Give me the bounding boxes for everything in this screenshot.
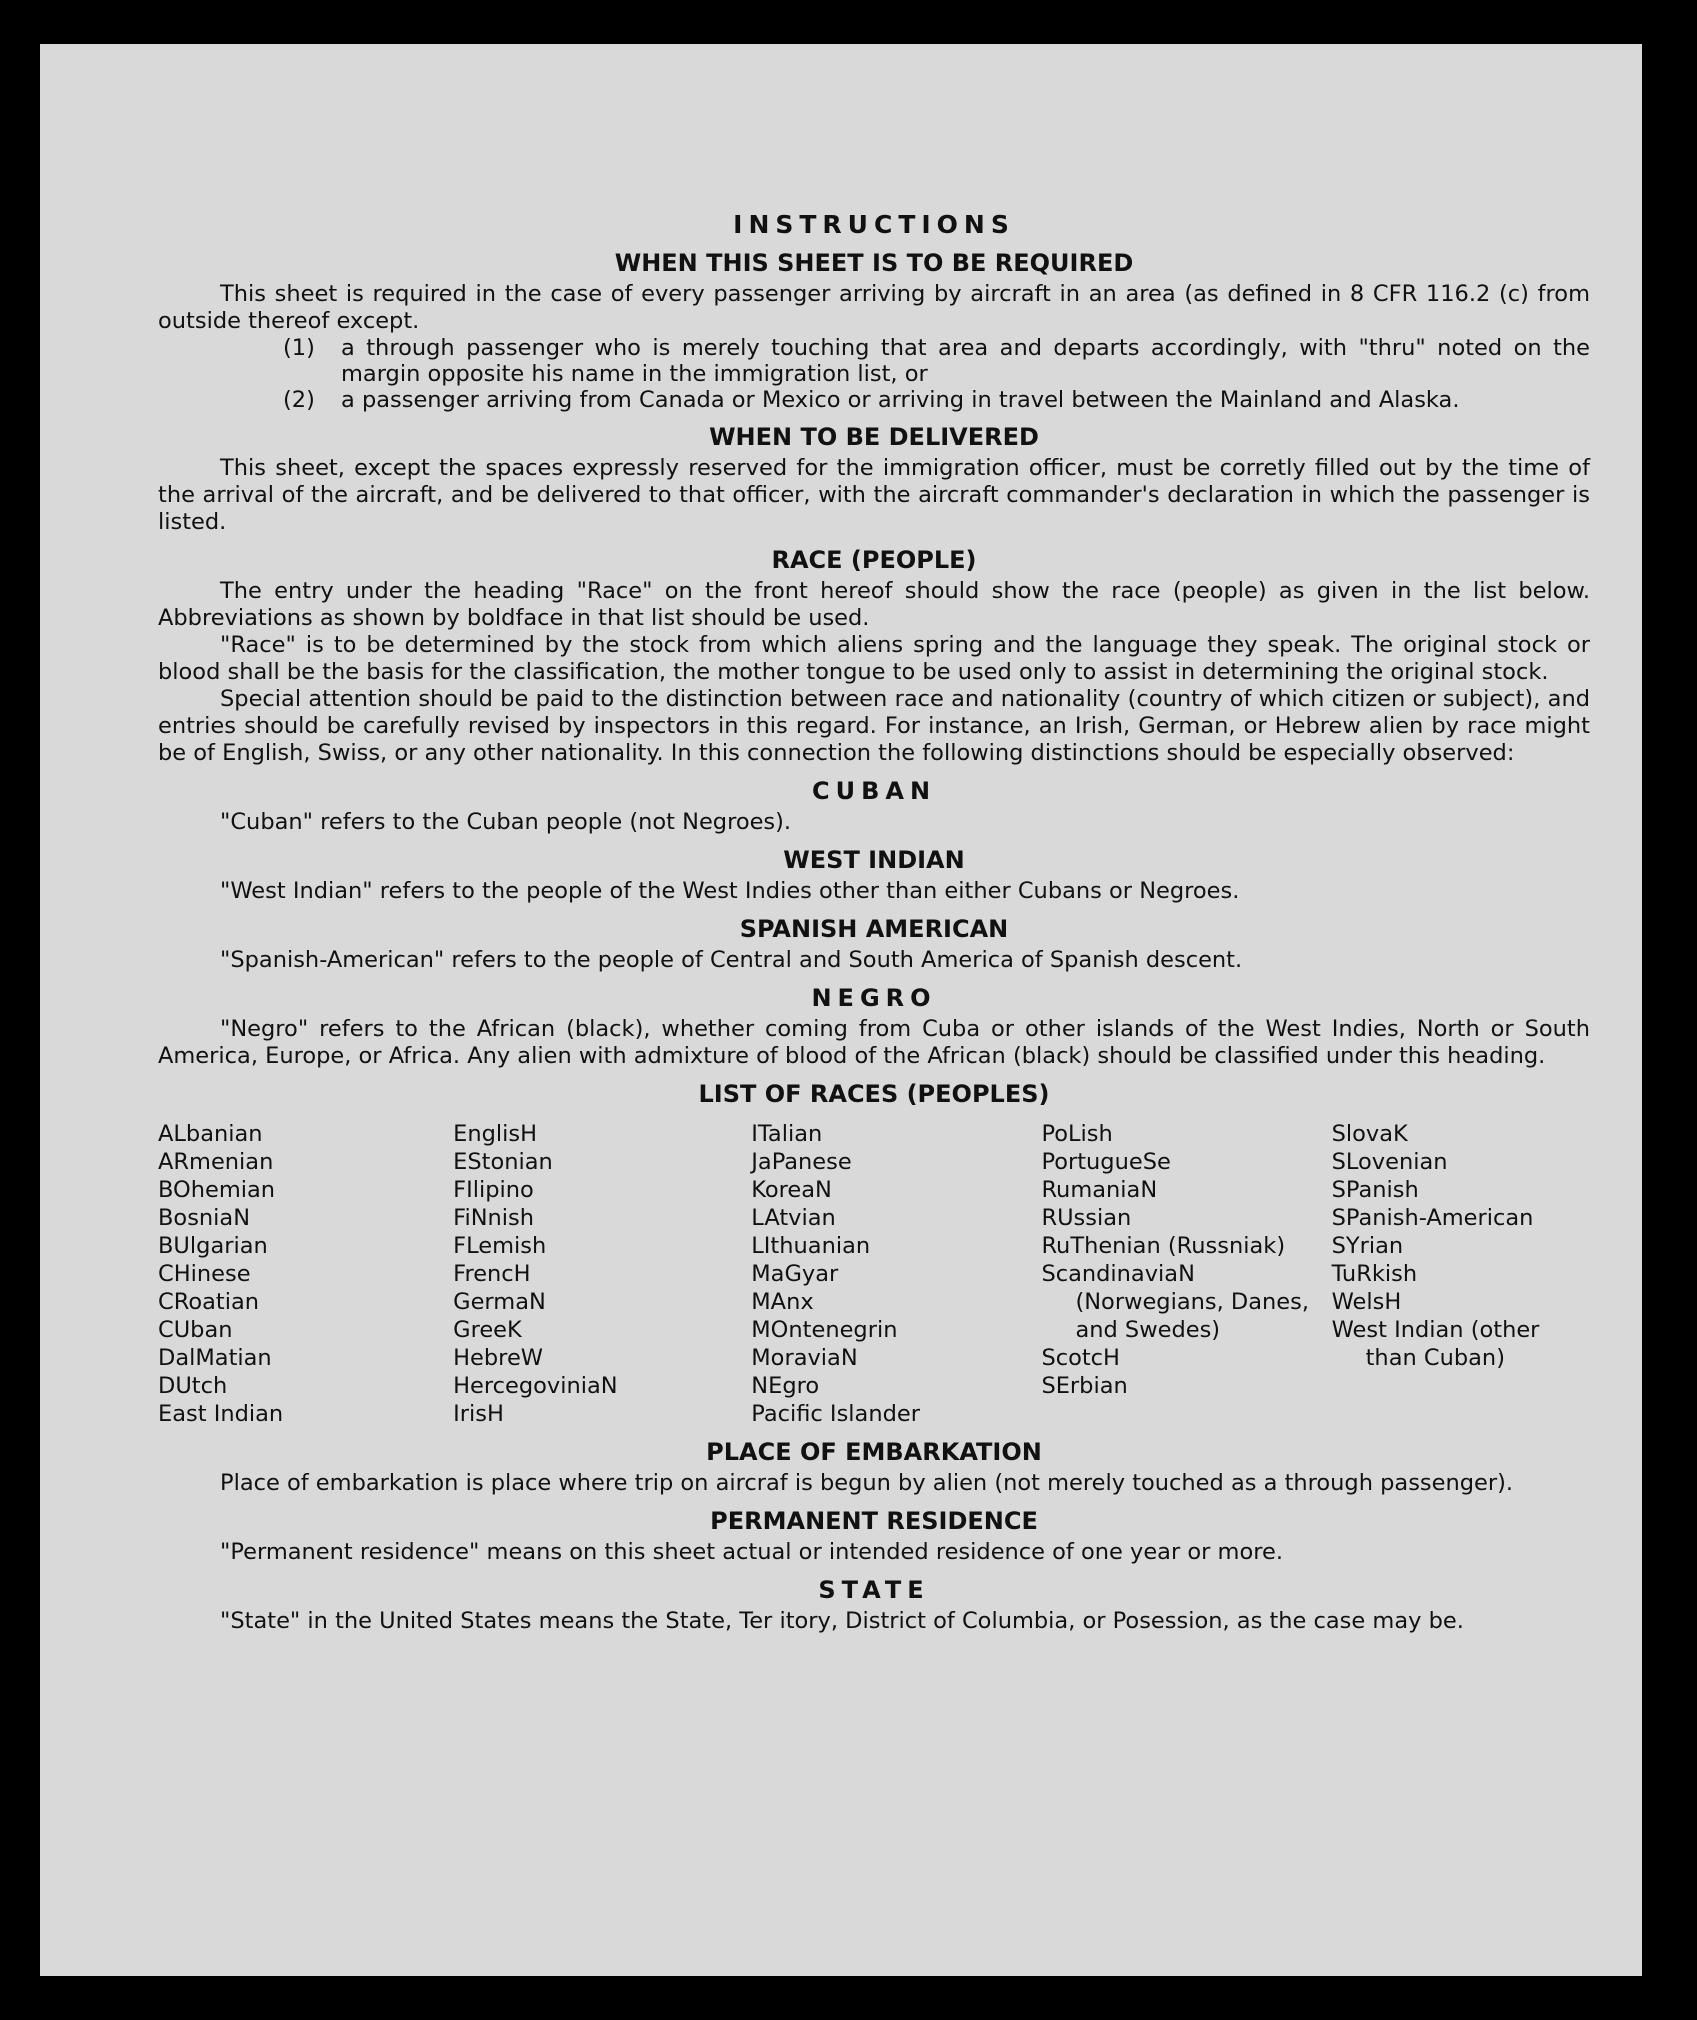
race-item: NEgro [751,1373,820,1399]
race-item: MoraviaN [751,1345,858,1371]
race-item: WelsH [1331,1289,1402,1315]
heading-state: STATE [818,1576,930,1604]
embarkation-text: Place of embarkation is place where trip on aircraf is begun by alien (not merely touched as a through passenger). [220,1470,1514,1496]
race-item: West Indian (other than Cuban) [1331,1317,1540,1371]
state-text: "State" in the United States means the State, Ter itory, District of Columbia, or Posession, as the case may be. [220,1608,1464,1634]
race-item: GermaN [453,1289,546,1315]
race-item: EnglisH [453,1121,538,1147]
negro-text: "Negro" refers to the African (black), whether coming from Cuba or other islands of the West Indies, North or South America, Europe, or Africa. Any alien with admixture of blood of the African (black) should be classified under this heading. [158,1016,1590,1069]
race-column [1332,1120,1590,1428]
race-item: SPanish-American [1331,1205,1534,1231]
race-item: BOhemian [158,1177,276,1203]
race-list [158,1120,1590,1428]
race-item: DUtch [158,1373,228,1399]
exception-number: (2) [283,387,315,413]
race-item: LAtvian [751,1205,836,1231]
heading-permanent-residence: PERMANENT RESIDENCE [710,1507,1038,1535]
residence-text: "Permanent residence" means on this sheet actual or intended residence of one year or more. [220,1539,1283,1565]
race-item: TuRkish [1331,1261,1418,1287]
race-column [751,1120,1041,1428]
race-item: CUban [158,1317,233,1343]
heading-cuban: CUBAN [811,777,937,805]
race-item: RuThenian (Russniak) [1041,1233,1286,1259]
race-item: ScotcH [1041,1345,1120,1371]
heading-spanish-american: SPANISH AMERICAN [739,915,1009,943]
race-item-note: (Norwegians, Danes, and Swedes) [1075,1289,1310,1343]
instructions-body [158,186,1590,1635]
race-item: MOntenegrin [751,1317,898,1343]
heading-list-of-races: LIST OF RACES (PEOPLES) [698,1080,1050,1108]
document-title: INSTRUCTIONS [733,210,1015,239]
race-paragraph: The entry under the heading "Race" on the front hereof should show the race (people) as given in the list below. Abbreviations as shown by boldface in that list should be used. [158,578,1590,631]
race-item: FLemish [453,1233,547,1259]
race-item: GreeK [453,1317,522,1343]
exception-text: a through passenger who is merely touching that area and departs accordingly, with "thru" noted on the margin opposite his name in the immigration list, or [341,335,1590,387]
race-item: FiNnish [453,1205,535,1231]
race-item: JaPanese [751,1149,852,1175]
cuban-text: "Cuban" refers to the Cuban people (not Negroes). [220,809,792,835]
heading-race: RACE (PEOPLE) [771,546,977,574]
race-item: BUlgarian [158,1233,268,1259]
when-delivered-text: This sheet, except the spaces expressly reserved for the immigration officer, must be corretly filled out by the time of the arrival of the aircraft, and be delivered to that officer, with the aircraft commander's declaration in which the passenger is listed. [158,455,1590,535]
race-item: PortugueSe [1041,1149,1171,1175]
race-item: DalMatian [158,1345,272,1371]
race-item: PoLish [1041,1121,1113,1147]
spanish-american-text: "Spanish-American" refers to the people of Central and South America of Spanish descent. [220,947,1243,973]
race-item: HebreW [453,1345,544,1371]
race-column [158,1120,453,1428]
race-item: Pacific Islander [751,1401,920,1427]
race-item: BosniaN [158,1205,251,1231]
race-item: MAnx [751,1289,814,1315]
race-column [1041,1120,1331,1428]
race-item: LIthuanian [751,1233,871,1259]
race-item: ScandinaviaN [1041,1261,1195,1287]
west-indian-text: "West Indian" refers to the people of the West Indies other than either Cubans or Negroes. [220,878,1240,904]
race-item: CHinese [158,1261,251,1287]
exception-text: a passenger arriving from Canada or Mexico or arriving in travel between the Mainland and Alaska. [341,387,1460,413]
race-item: SPanish [1331,1177,1419,1203]
heading-negro: NEGRO [811,984,937,1012]
document-sheet [40,44,1642,1976]
heading-when-required: WHEN THIS SHEET IS TO BE REQUIRED [614,249,1134,277]
race-item: EStonian [453,1149,553,1175]
race-paragraph: "Race" is to be determined by the stock from which aliens spring and the language they speak. The original stock or blood shall be the basis for the classification, the mother tongue to be used only to assist in determining the original stock. [158,632,1590,685]
race-item: SlovaK [1331,1121,1408,1147]
exception-item [158,387,1590,413]
race-item: SErbian [1041,1373,1128,1399]
exception-item [158,335,1590,387]
heading-place-of-embarkation: PLACE OF EMBARKATION [706,1438,1042,1466]
race-item: MaGyar [751,1261,839,1287]
race-item: RUssian [1041,1205,1132,1231]
race-item: ARmenian [158,1149,274,1175]
race-item: ALbanian [158,1121,263,1147]
race-item: IrisH [453,1401,504,1427]
race-item: HercegoviniaN [453,1373,618,1399]
race-item: ITalian [751,1121,823,1147]
race-item: SLovenian [1331,1149,1448,1175]
race-item: FIlipino [453,1177,534,1203]
race-item: East Indian [158,1401,284,1427]
heading-west-indian: WEST INDIAN [783,846,965,874]
race-paragraph: Special attention should be paid to the distinction between race and nationality (country of which citizen or subject), and entries should be carefully revised by inspectors in this regard. For instance, an Irish, German, or Hebrew alien by race might be of English, Swiss, or any other nationality. In this connection the following distinctions should be especially observed: [158,686,1590,766]
race-item: KoreaN [751,1177,832,1203]
race-item: SYrian [1331,1233,1404,1259]
exception-number: (1) [283,335,315,361]
when-required-text: This sheet is required in the case of every passenger arriving by aircraft in an area (as defined in 8 CFR 116.2 (c) from outside thereof except. [158,281,1590,334]
heading-when-delivered: WHEN TO BE DELIVERED [709,423,1039,451]
race-item: FrencH [453,1261,531,1287]
race-column [453,1120,751,1428]
race-item: RumaniaN [1041,1177,1158,1203]
race-item: CRoatian [158,1289,260,1315]
